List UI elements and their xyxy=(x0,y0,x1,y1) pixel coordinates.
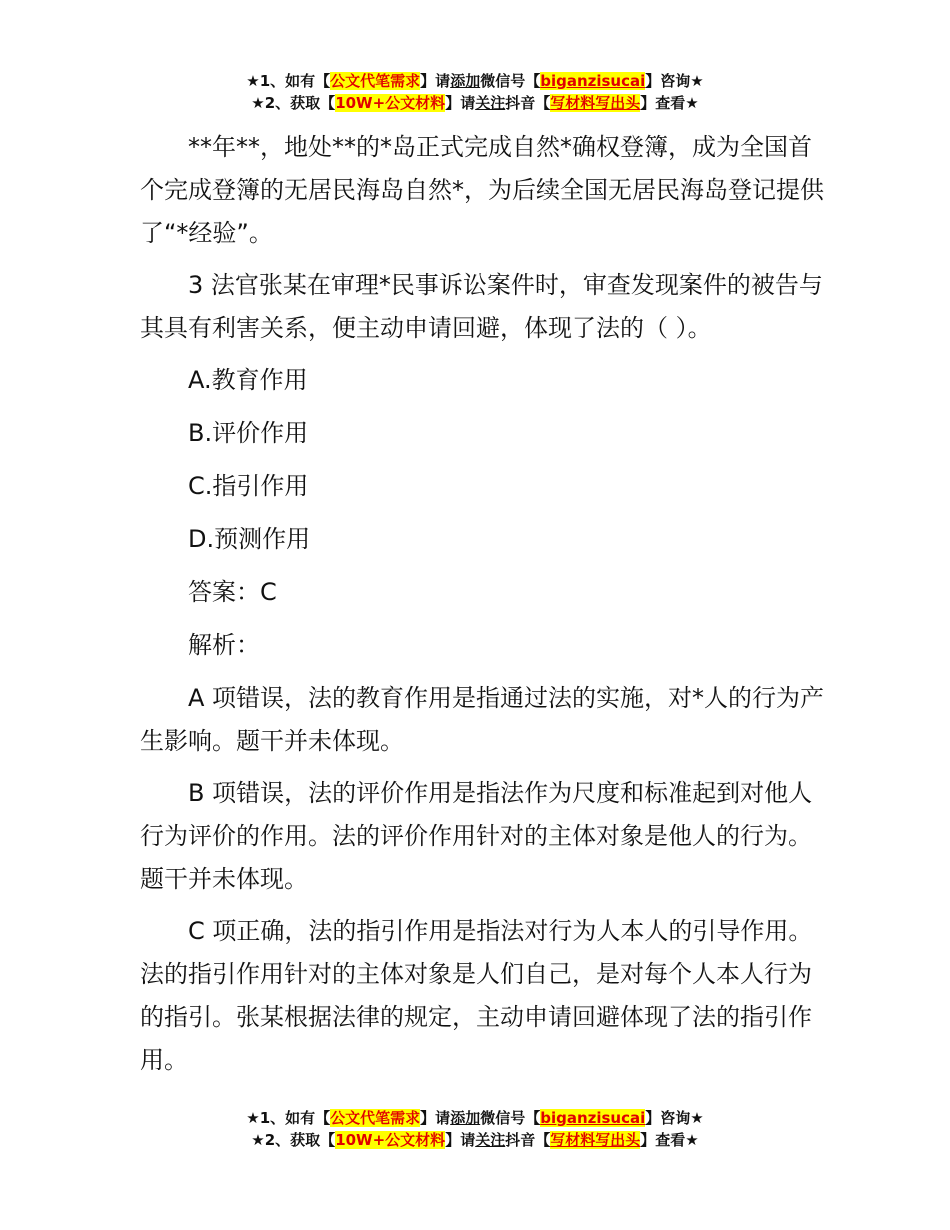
question-text: 3 法官张某在审理*民事诉讼案件时，审查发现案件的被告与其具有利害关系，便主动申请回避，体现了法的（ ）。 xyxy=(140,271,823,342)
banner-underline: 关注 xyxy=(475,1131,506,1149)
douyin-account: 写材料写出头 xyxy=(550,1131,641,1149)
banner-text: 】请 xyxy=(445,94,476,112)
banner-text: 】请 xyxy=(420,72,451,90)
banner-text: 微信号【 xyxy=(480,1109,541,1127)
header-line-1 xyxy=(0,70,950,92)
banner-text: 】请 xyxy=(420,1109,451,1127)
banner-underline: 添加 xyxy=(450,72,481,90)
banner-text: 抖音【 xyxy=(505,94,551,112)
option-d: D.预测作用 xyxy=(188,525,311,553)
banner-text: ★2、获取【 xyxy=(251,94,336,112)
banner-text: ★1、如有【 xyxy=(246,1109,331,1127)
banner-text: ★2、获取【 xyxy=(251,1131,336,1149)
option-b: B.评价作用 xyxy=(188,419,309,447)
banner-highlight: 10W+公文材料 xyxy=(335,94,446,112)
option-c: C.指引作用 xyxy=(188,472,309,500)
intro-paragraph: **年**，地处**的*岛正式完成自然*确权登簿，成为全国首个完成登簿的无居民海岛自然*，为后续全国无居民海岛登记提供了“*经验”。 xyxy=(140,133,824,247)
banner-text: 微信号【 xyxy=(480,72,541,90)
wechat-id: biganzisucai xyxy=(540,1109,646,1127)
footer-line-1 xyxy=(0,1107,950,1129)
wechat-id: biganzisucai xyxy=(540,72,646,90)
footer-banner xyxy=(0,1107,950,1151)
header-banner xyxy=(0,70,950,114)
banner-text: 】查看★ xyxy=(640,1131,699,1149)
banner-text: 】查看★ xyxy=(640,94,699,112)
analysis-a: A 项错误，法的教育作用是指通过法的实施，对*人的行为产生影响。题干并未体现。 xyxy=(140,684,825,755)
answer-text: 答案：C xyxy=(188,578,277,606)
analysis-c: C 项正确，法的指引作用是指法对行为人本人的引导作用。法的指引作用针对的主体对象是人们自己，是对每个人本人行为的指引。张某根据法律的规定，主动申请回避体现了法的指引作用。 xyxy=(140,917,813,1074)
banner-text: 】请 xyxy=(445,1131,476,1149)
analysis-label: 解析： xyxy=(188,631,260,659)
banner-underline: 关注 xyxy=(475,94,506,112)
banner-underline: 添加 xyxy=(450,1109,481,1127)
analysis-b: B 项错误，法的评价作用是指法作为尺度和标准起到对他人行为评价的作用。法的评价作用针对的主体对象是他人的行为。题干并未体现。 xyxy=(140,779,813,893)
option-a: A.教育作用 xyxy=(188,366,308,394)
banner-highlight: 公文代笔需求 xyxy=(330,1109,421,1127)
footer-line-2 xyxy=(0,1129,950,1151)
douyin-account: 写材料写出头 xyxy=(550,94,641,112)
document-body xyxy=(140,126,830,1091)
banner-text: ★1、如有【 xyxy=(246,72,331,90)
banner-highlight: 10W+公文材料 xyxy=(335,1131,446,1149)
banner-text: 抖音【 xyxy=(505,1131,551,1149)
header-line-2 xyxy=(0,92,950,114)
banner-text: 】咨询★ xyxy=(645,72,704,90)
banner-text: 】咨询★ xyxy=(645,1109,704,1127)
banner-highlight: 公文代笔需求 xyxy=(330,72,421,90)
